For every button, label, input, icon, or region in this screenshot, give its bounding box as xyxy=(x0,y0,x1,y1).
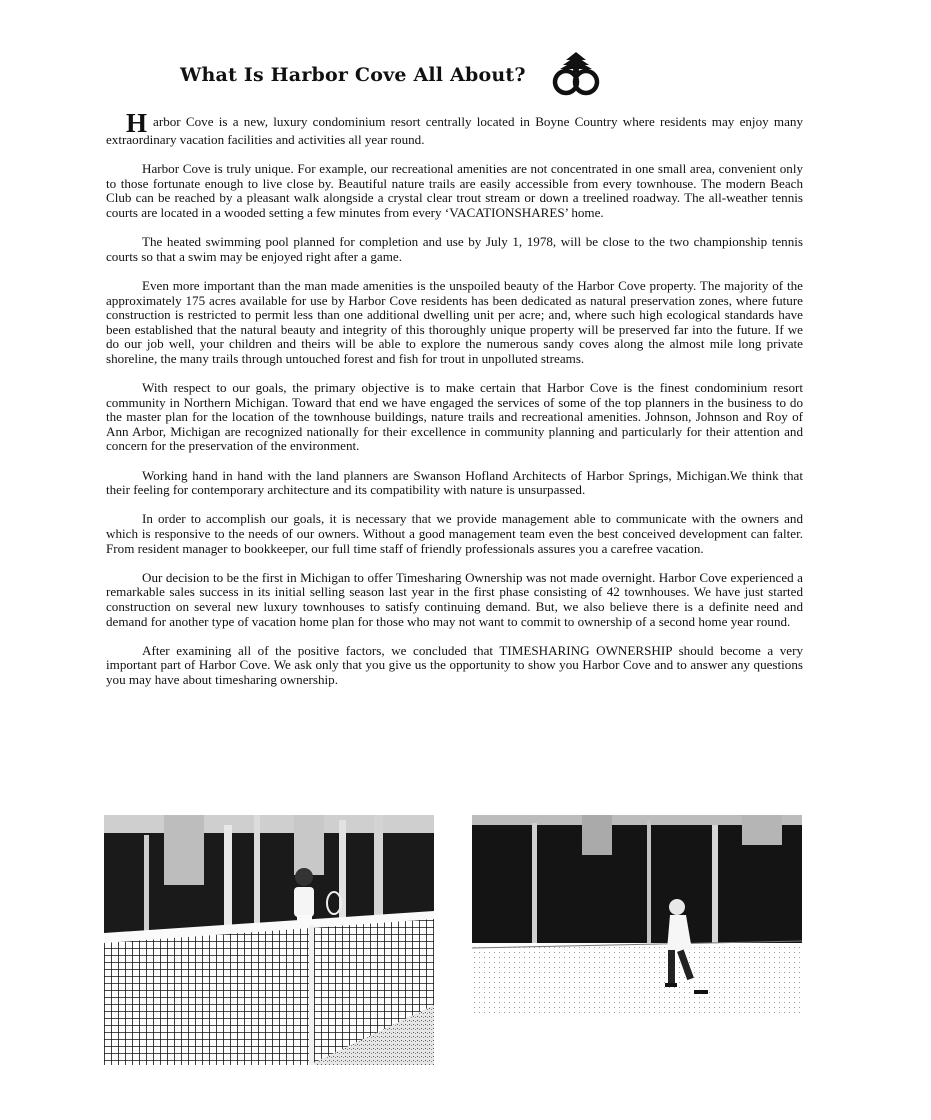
tennis-net-photo xyxy=(104,815,434,1065)
page-title: What Is Harbor Cove All About? xyxy=(180,64,526,86)
paragraph-architects: Working hand in hand with the land planners are Swanson Hofland Architects of Harbor Springs, Michigan.We think that their feeling for contemporary architecture and its compatibility with nature is unsurpassed. xyxy=(106,467,803,498)
intro-text: arbor Cove is a new, luxury condominium resort centrally located in Boyne Country where residents may enjoy many extraordinary vacation facilities and activities all year round. xyxy=(106,114,803,147)
tennis-player-photo xyxy=(472,815,802,1015)
paragraph-pool: The heated swimming pool planned for completion and use by July 1, 1978, will be close to the two championship tennis courts so that a swim may be enjoyed right after a game. xyxy=(106,234,803,264)
paragraph-goals: With respect to our goals, the primary objective is to make certain that Harbor Cove is the finest condominium resort community in Northern Michigan. Toward that end we have engaged the services of some of the top planners in the business to do the master plan for the location of the townhouse buildings, nature trails and recreational amenities. Johnson, Johnson and Roy of Ann Arbor, Michigan are recognized nationally for their excellence in community planning and particularly for their attention and concern for the preservation of the environment. xyxy=(106,380,803,454)
paragraph-management: In order to accomplish our goals, it is necessary that we provide management able to communicate with the owners and which is responsive to the needs of our owners. Without a good management team even the best conceived development can falter. From resident manager to bookkeeper, our full time staff of friendly professionals assures you a carefree vacation. xyxy=(106,511,803,556)
intro-paragraph xyxy=(106,108,803,148)
paragraph-natural-beauty: Even more important than the man made amenities is the unspoiled beauty of the Harbor Cove property. The majority of the approximately 175 acres available for use by Harbor Cove residents has been dedicated as natural preservation zones, where future construction is restricted to permit less than one additional dwelling unit per acre; and, where such high ecological standards have been established that the natural beauty and integrity of this thoroughly unique property will be preserved far into the future. If we do our job well, your children and theirs will be able to explore the numerous sandy coves along the almost mile long private shoreline, the many trails through untouched forest and fish for trout in unpolluted streams. xyxy=(106,277,803,366)
paragraph-conclusion: After examining all of the positive factors, we concluded that TIMESHARING OWNERSHIP should become a very important part of Harbor Cove. We ask only that you give us the opportunity to show you Harbor Cove and to answer any questions you may have about timesharing ownership. xyxy=(106,642,803,687)
drop-cap: H xyxy=(126,108,148,138)
pine-tree-rings-logo-icon xyxy=(548,50,604,100)
paragraph-timesharing-decision: Our decision to be the first in Michigan to offer Timesharing Ownership was not made overnight. Harbor Cove experienced a remarkable sales success in its initial selling season last year in the first phase consisting of 42 townhouses. We have just started construction on several new luxury townhouses to satisfy continuing demand. But, we also believe there is a definite need and demand for another type of vacation home plan for those who may not want to commit to ownership of a second home year round. xyxy=(106,569,803,629)
heading-row xyxy=(180,50,604,100)
paragraph-amenities: Harbor Cove is truly unique. For example, our recreational amenities are not concentrated in one small area, convenient only to those fortunate enough to live close by. Beautiful nature trails are easily accessible from every townhouse. The modern Beach Club can be reached by a pleasant walk alongside a crystal clear trout stream or down a treelined roadway. The all-weather tennis courts are located in a wooded setting a few minutes from every ‘VACATIONSHARES’ home. xyxy=(106,161,803,220)
article-body xyxy=(106,108,803,702)
